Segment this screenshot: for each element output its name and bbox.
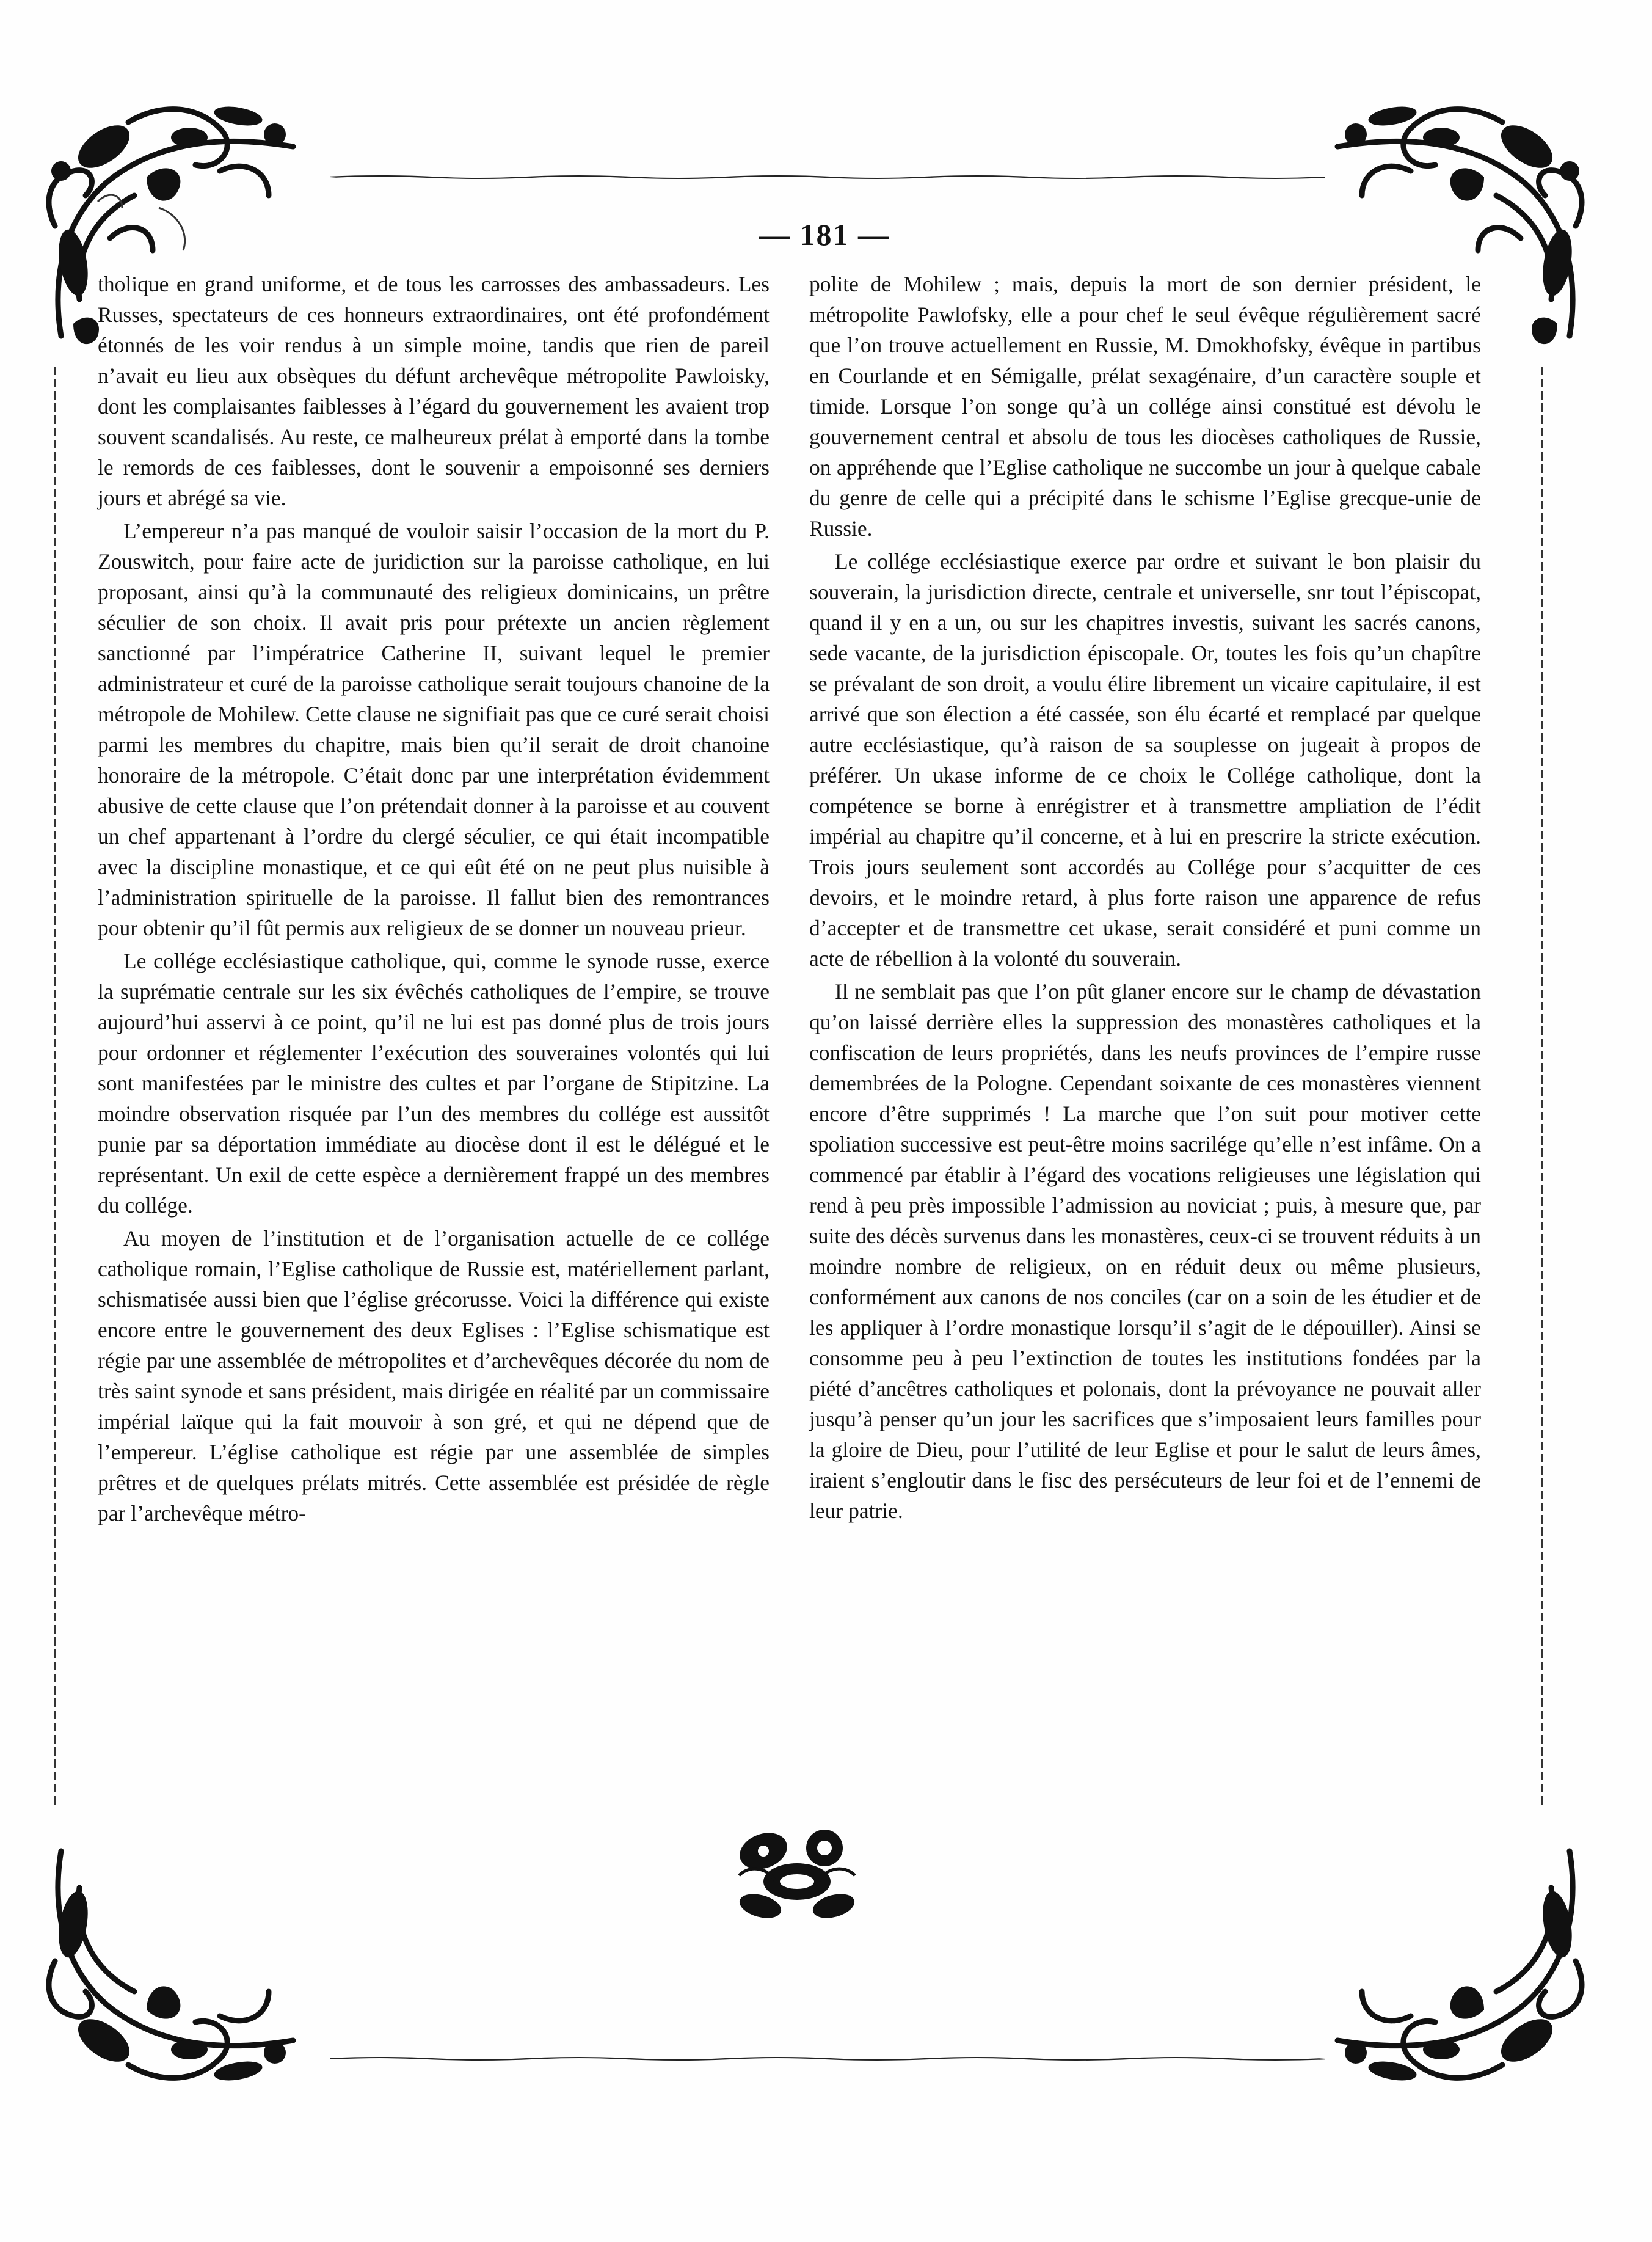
right-text-column (809, 269, 1481, 1526)
left-border-rule (52, 367, 58, 1808)
top-border-rule (330, 174, 1325, 180)
bottom-border-rule (330, 2056, 1325, 2062)
paragraph: L’empereur n’a pas manqué de vouloir saisir l’occasion de la mort du P. Zouswitch, pour faire acte de juridiction sur la paroisse catholique, en lui proposant, ainsi qu’à la communauté des religieux dominicains, un prêtre séculier de son choix. Il avait pris pour prétexte un ancien règlement sanctionné par l’impératrice Catherine II, suivant lequel le premier administrateur et curé de la paroisse catholique serait toujours chanoine de la métropole de Mohilew. Cette clause ne signifiait pas que ce curé serait choisi parmi les membres du chapitre, mais bien qu’il serait de droit chanoine honoraire de la métropole. C’était donc par une interprétation évidemment abusive de cette clause que l’on prétendait donner à la paroisse et au couvent un chef appartenant à l’ordre du clergé séculier, ce qui était incompatible avec la discipline monastique, et ce qui eût été on ne peut plus nuisible à l’administration spirituelle de la paroisse. Il fallut bien des remontrances pour obtenir qu’il fût permis aux religieux de se donner un nouveau prieur. (98, 519, 770, 940)
paragraph: Le collége ecclésiastique catholique, qui, comme le synode russe, exerce la suprématie centrale sur les six évêchés catholiques de l’empire, se trouve aujourd’hui asservi à ce point, qu’il ne lui est pas donné plus de trois jours pour ordonner et réglementer l’exécution des souveraines volontés qui lui sont manifestées par le ministre des cultes et par l’organe de Stipitzine. La moindre observation risquée par l’un des membres du collége est aussitôt punie par sa déportation immédiate au diocèse dont il est le délégué et le représentant. Un exil de cette espèce a dernièrement frappé un des membres du collége. (98, 949, 770, 1218)
left-text-column (98, 269, 770, 1528)
paragraph: Au moyen de l’institution et de l’organisation actuelle de ce collége catholique romain, l’Eglise catholique de Russie est, matériellement parlant, schismatisée aussi bien que l’église grécorusse. Voici la différence qui existe encore entre le gouvernement des deux Eglises : l’Eglise schismatique est régie par une assemblée de métropolites et d’archevêques décorée du nom de très saint synode et sans président, mais dirigée en réalité par un commissaire impérial laïque qui la fait mouvoir à son gré, et qui ne dépend que de l’empereur. L’église catholique est régie par une assemblée de simples prêtres et de quelques prélats mitrés. Cette assemblée est présidée de règle par l’archevêque métro- (98, 1226, 770, 1525)
paragraph: Il ne semblait pas que l’on pût glaner encore sur le champ de dévastation qu’on laissé derrière elles la suppression des monastères catholiques et la confiscation de leurs propriétés, dans les neufs provinces de l’empire russe demembrées de la Pologne. Cependant soixante de ces monastères viennent encore d’être supprimés ! La marche que l’on suit pour motiver cette spoliation successive est peut-être moins sacrilége qu’elle n’est infâme. On a commencé par établir à l’égard des vocations religieuses une législation qui rend à peu près impossible l’admission au noviciat ; puis, à mesure que, par suite des décès survenus dans les monastères, ceux-ci se trouvent réduits à un moindre nombre de religieux, on en réduit deux ou même plusieurs, conformément aux canons de nos conciles (car on a soin de les étudier et de les appliquer à l’ordre monastique lorsqu’il s’agit de le dépouiller). Ainsi se consomme peu à peu l’extinction de toutes les institutions fondées par la piété d’ancêtres catholiques et polonais, dont la prévoyance ne pouvait aller jusqu’à penser qu’un jour les sacrifices que s’imposaient leurs familles pour la gloire de Dieu, pour l’utilité de leur Eglise et pour le salut de leurs âmes, iraient s’engloutir dans le fisc des persécuteurs de leur foi et de l’ennemi de leur patrie. (809, 979, 1481, 1523)
page-number: — 181 — (759, 217, 890, 252)
paragraph: polite de Mohilew ; mais, depuis la mort de son dernier président, le métropolite Pawlofsky, elle a pour chef le seul évêque régulièrement sacré que l’on trouve actuellement en Russie, M. Dmokhofsky, évêque in partibus en Courlande et en Sémigalle, prélat sexagénaire, d’un caractère souple et timide. Lorsque l’on songe qu’à un collége ainsi constitué est dévolu le gouvernement central et absolu de tous les diocèses catholiques de Russie, on appréhende que l’Eglise catholique ne succombe un jour à quelque cabale du genre de celle qui a précipité dans le schisme l’Eglise grecque-unie de Russie. (809, 272, 1481, 541)
corner-ornament-bottom-right-icon (1313, 1827, 1594, 2108)
paragraph: Le collége ecclésiastique exerce par ordre et suivant le bon plaisir du souverain, la jurisdiction directe, centrale et universelle, snr tout l’épiscopat, quand il y en a un, ou sur les chapitres investis, suivant les sacrés canons, sede vacante, de la jurisdiction épiscopale. Or, toutes les fois qu’un chapître se prévalant de son droit, a voulu élire librement un vicaire capitulaire, il est arrivé que son élection a été cassée, son élu écarté et remplacé par quelque autre ecclésiastique, qu’à raison de sa souplesse on jugeait à propos de préférer. Un ukase informe de ce choix le Collége catholique, dont la compétence se borne à enrégistrer et à transmettre ampliation de l’édit impérial au chapitre qu’il concerne, et à lui en prescrire la stricte exécution. Trois jours seulement sont accordés au Collége pour s’acquitter de ces devoirs, et le moindre retard, à plus forte raison une apparence de refus d’accepter et de transmettre cet ukase, serait considéré et puni comme un acte de rébellion à la volonté du souverain. (809, 549, 1481, 971)
corner-ornament-bottom-left-icon (37, 1827, 318, 2108)
right-border-rule (1539, 367, 1545, 1808)
paragraph: tholique en grand uniforme, et de tous les carrosses des ambassadeurs. Les Russes, spectateurs de ces honneurs extraordinaires, ont été profondément étonnés de les voir rendus à un simple moine, tandis que rien de pareil n’avait eu lieu aux obsèques du défunt archevêque métropolite Pawloisky, dont les complaisantes faiblesses à l’égard du gouvernement les avaient trop souvent scandalisés. Au reste, ce malheureux prélat à emporté dans la tombe le remords de ces faiblesses, dont le souvenir a empoisonné ses derniers jours et abrégé sa vie. (98, 272, 770, 510)
floral-vignette-icon (727, 1814, 867, 1930)
